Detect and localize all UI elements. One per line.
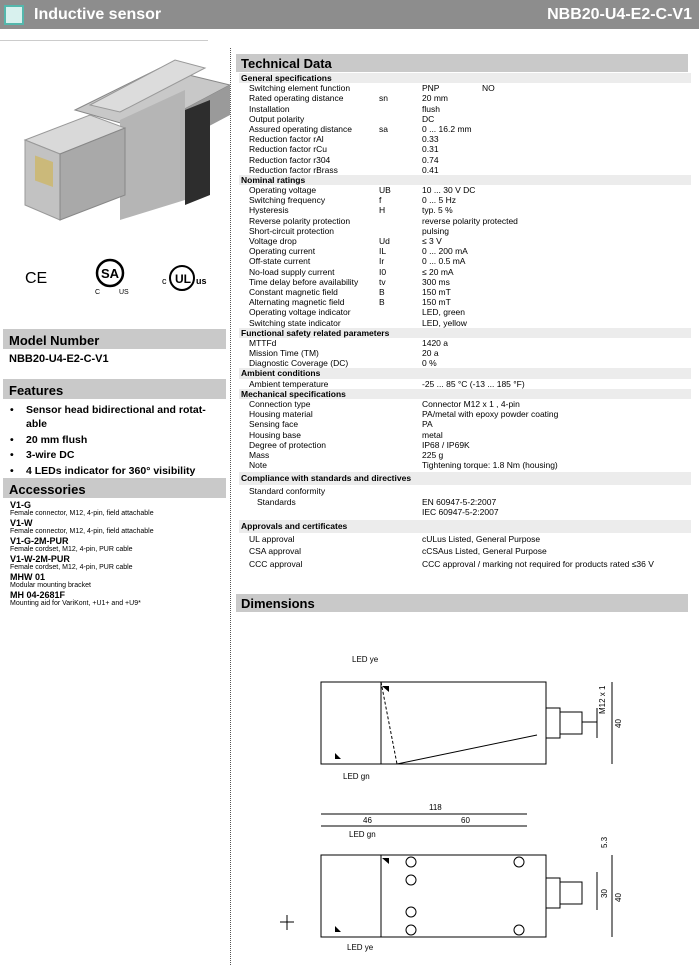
accessory-name: V1-W (10, 518, 33, 528)
spec-label: Switching frequency (249, 195, 326, 206)
feature-item: • 20 mm flush (10, 433, 220, 447)
spec-symbol (379, 419, 422, 429)
section-header: Mechanical specifications (239, 389, 691, 399)
spec-symbol: B (379, 297, 385, 308)
spec-label: Constant magnetic field (249, 286, 338, 297)
spec-value: 0.41 (422, 164, 439, 175)
spec-extra (482, 114, 502, 124)
spec-row (239, 155, 691, 165)
spec-row (239, 236, 691, 246)
accessory-name: V1-G-2M-PUR (10, 536, 69, 546)
spec-value: -25 ... 85 °C (-13 ... 185 °F) (422, 378, 525, 389)
spec-value: 20 a (422, 348, 439, 359)
spec-value: LED, green (422, 307, 465, 318)
feature-item: • 3-wire DC (10, 448, 220, 462)
spec-value: 150 mT (422, 297, 451, 308)
spec-row (239, 226, 691, 236)
spec-symbol: Ud (379, 236, 390, 246)
spec-value: PNP (422, 83, 440, 94)
spec-symbol (379, 226, 422, 236)
spec-value: IEC 60947-5-2:2007 (422, 507, 499, 518)
spec-value: 20 mm (422, 93, 448, 104)
spec-value: 0.74 (422, 154, 439, 165)
spec-extra (482, 93, 502, 103)
spec-value: 0.33 (422, 134, 439, 145)
spec-label: Operating current (249, 246, 316, 257)
spec-label: CCC approval (249, 558, 303, 569)
spec-symbol (379, 460, 422, 470)
led-gn-label: LED gn (343, 772, 370, 781)
spec-row (239, 104, 691, 114)
spec-symbol (379, 155, 422, 165)
spec-label: Assured operating distance (249, 123, 353, 134)
spec-row (239, 216, 691, 226)
spec-row (239, 558, 691, 571)
spec-label: Housing material (249, 409, 313, 420)
spec-label: Note (249, 460, 267, 471)
spec-label: Short-circuit protection (249, 225, 335, 236)
spec-row (239, 497, 691, 507)
spec-label: Alternating magnetic field (249, 297, 345, 308)
spec-symbol: H (379, 205, 386, 216)
spec-label: Ambient temperature (249, 378, 329, 389)
spec-value: 10 ... 30 V DC (422, 185, 476, 196)
column-divider (230, 48, 231, 965)
spec-symbol (379, 165, 422, 175)
svg-text:C: C (95, 289, 101, 296)
header-bar (0, 0, 699, 29)
spec-row (239, 318, 691, 328)
feature-item: • Sensor head bidirectional and rotat-able (10, 403, 220, 431)
dimension-drawing (237, 640, 677, 960)
spec-extra (482, 144, 502, 154)
spec-extra (482, 155, 502, 165)
spec-symbol: B (379, 286, 385, 297)
spec-extra: NO (482, 83, 495, 94)
spec-row (239, 165, 691, 175)
dim-60: 60 (461, 816, 470, 825)
model-number: NBB20-U4-E2-C-V1 (9, 353, 109, 365)
accessories-list (10, 500, 225, 608)
technical-data-table (239, 73, 691, 570)
spec-value: PA/metal with epoxy powder coating (422, 409, 559, 420)
spec-row (239, 267, 691, 277)
spec-row (239, 460, 691, 470)
spec-symbol (379, 144, 422, 154)
spec-symbol (379, 450, 422, 460)
spec-value: Tightening torque: 1.8 Nm (housing) (422, 460, 558, 471)
divider (0, 40, 208, 41)
spec-row (239, 83, 691, 93)
spec-label: Degree of protection (249, 439, 327, 450)
accessory-desc: Female connector, M12, 4-pin, field attachable (10, 528, 154, 535)
spec-value: ≤ 20 mA (422, 266, 454, 277)
accessory-name: MHW 01 (10, 572, 46, 582)
svg-text:SA: SA (101, 266, 120, 281)
spec-symbol (379, 558, 422, 571)
led-ye-label-2: LED ye (347, 943, 374, 952)
svg-text:us: us (196, 276, 207, 286)
spec-value: ≤ 3 V (422, 236, 442, 246)
ul-mark (162, 266, 207, 290)
spec-symbol (379, 358, 422, 368)
svg-text:UL: UL (175, 272, 191, 286)
spec-symbol (379, 440, 422, 450)
spec-symbol (379, 216, 422, 226)
spec-row (239, 533, 691, 546)
spec-label: Mission Time (TM) (249, 348, 319, 359)
spec-label: Off-state current (249, 256, 311, 267)
spec-row (239, 277, 691, 287)
spec-value: 0.31 (422, 144, 439, 155)
spec-symbol (379, 134, 422, 144)
spec-symbol (379, 399, 422, 409)
spec-label: Reduction factor rAl (249, 134, 324, 145)
spec-label: MTTFd (249, 337, 277, 348)
spec-row (239, 338, 691, 348)
section-header: General specifications (239, 73, 691, 83)
spec-row (239, 307, 691, 317)
spec-label: Reverse polarity protection (249, 215, 351, 226)
spec-value: pulsing (422, 225, 449, 236)
spec-label: Output polarity (249, 113, 305, 124)
dim-40-top: 40 (614, 719, 623, 728)
accessory-name: V1-W-2M-PUR (10, 554, 70, 564)
model-number-heading: Model Number (3, 329, 226, 349)
spec-label: Operating voltage indicator (249, 307, 351, 318)
spec-symbol: sa (379, 123, 388, 134)
spec-label: Operating voltage (249, 185, 317, 196)
spec-symbol (379, 409, 422, 419)
spec-row (239, 134, 691, 144)
spec-value: metal (422, 429, 443, 440)
header-model: NBB20-U4-E2-C-V1 (547, 6, 692, 23)
spec-row (239, 507, 691, 517)
spec-symbol: f (379, 195, 382, 206)
spec-label: Reduction factor rCu (249, 144, 327, 155)
dim-5-3: 5.3 (600, 836, 609, 848)
dim-30: 30 (600, 889, 609, 898)
spec-label: Rated operating distance (249, 93, 344, 104)
spec-value: 0 ... 200 mA (422, 246, 468, 257)
spec-extra (482, 134, 502, 144)
thread-label: M12 x 1 (598, 685, 607, 714)
spec-row (239, 297, 691, 307)
spec-row (239, 419, 691, 429)
spec-symbol (379, 104, 422, 114)
spec-label: Standards (257, 497, 296, 508)
spec-row (239, 256, 691, 266)
spec-value: 300 ms (422, 276, 450, 287)
section-header: Approvals and certificates (239, 520, 691, 533)
spec-row (239, 450, 691, 460)
dimensions-heading: Dimensions (236, 594, 688, 612)
spec-symbol: IL (379, 246, 387, 257)
technical-data-heading: Technical Data (236, 54, 688, 72)
spec-label: Standard conformity (249, 485, 326, 496)
spec-label: Sensing face (249, 419, 299, 430)
spec-symbol: I0 (379, 266, 387, 277)
spec-row (239, 485, 691, 498)
spec-symbol (379, 338, 422, 348)
spec-label: Time delay before availability (249, 276, 359, 287)
spec-symbol (379, 379, 422, 389)
spec-label: Switching element function (249, 83, 351, 94)
spec-symbol (379, 348, 422, 358)
dim-46: 46 (363, 816, 372, 825)
spec-symbol (379, 430, 422, 440)
spec-value: LED, yellow (422, 317, 467, 328)
spec-row (239, 399, 691, 409)
spec-value: PA (422, 419, 433, 430)
spec-label: Hysteresis (249, 205, 289, 216)
spec-row (239, 124, 691, 134)
spec-label: CSA approval (249, 546, 301, 557)
product-photo (20, 50, 230, 230)
led-ye-label: LED ye (352, 655, 379, 664)
section-header: Nominal ratings (239, 175, 691, 185)
spec-value: 225 g (422, 449, 444, 460)
spec-value: reverse polarity protected (422, 215, 518, 226)
spec-row (239, 144, 691, 154)
spec-value: 150 mT (422, 286, 451, 297)
page-title: Inductive sensor (34, 6, 162, 23)
features-list (10, 403, 220, 479)
spec-symbol (379, 545, 422, 558)
dim-40-bottom: 40 (614, 893, 623, 902)
spec-label: No-load supply current (249, 266, 335, 277)
spec-row (239, 185, 691, 195)
accessory-desc: Modular mounting bracket (10, 582, 91, 589)
section-header: Ambient conditions (239, 368, 691, 378)
spec-label: Housing base (249, 429, 301, 440)
spec-row (239, 246, 691, 256)
spec-value: typ. 5 % (422, 205, 453, 216)
spec-row (239, 114, 691, 124)
spec-row (239, 430, 691, 440)
spec-label: Connection type (249, 399, 311, 409)
spec-row (239, 205, 691, 215)
spec-value: 0 ... 16.2 mm (422, 123, 472, 134)
spec-value: EN 60947-5-2:2007 (422, 497, 497, 508)
spec-label: Switching state indicator (249, 317, 341, 328)
spec-value: 0 % (422, 358, 437, 369)
svg-text:c: c (162, 276, 167, 286)
spec-label: Reduction factor rBrass (249, 164, 338, 175)
accessory-desc: Mounting aid for VariKont, +U1+ and +U9* (10, 600, 141, 607)
accessory-name: V1-G (10, 500, 32, 510)
spec-row (239, 195, 691, 205)
spec-symbol: Ir (379, 256, 385, 267)
spec-symbol (379, 83, 422, 93)
spec-row (239, 287, 691, 297)
spec-label: Installation (249, 103, 290, 114)
spec-row (239, 409, 691, 419)
spec-value: 0 ... 0.5 mA (422, 256, 466, 267)
spec-value: cULus Listed, General Purpose (422, 533, 541, 544)
certification-marks (15, 258, 225, 298)
led-gn-label-2: LED gn (349, 830, 376, 839)
spec-label: Voltage drop (249, 236, 297, 246)
spec-row (239, 545, 691, 558)
section-header: Compliance with standards and directives (239, 472, 691, 485)
feature-item: • 4 LEDs indicator for 360° visibility (10, 464, 220, 478)
spec-label: Diagnostic Coverage (DC) (249, 358, 349, 369)
spec-row (239, 379, 691, 389)
spec-row (239, 93, 691, 103)
spec-value: cCSAus Listed, General Purpose (422, 546, 547, 557)
spec-value: DC (422, 113, 435, 124)
dim-118: 118 (429, 803, 442, 812)
accessory-desc: Female connector, M12, 4-pin, field attachable (10, 510, 154, 517)
spec-value: IP68 / IP69K (422, 439, 470, 450)
spec-extra (482, 104, 502, 114)
svg-text:US: US (119, 289, 129, 296)
spec-row (239, 348, 691, 358)
accessory-desc: Female cordset, M12, 4-pin, PUR cable (10, 564, 133, 571)
section-header: Functional safety related parameters (239, 328, 691, 338)
spec-row (239, 358, 691, 368)
spec-symbol (379, 114, 422, 124)
spec-label: Mass (249, 449, 270, 460)
spec-value: 1420 a (422, 337, 448, 348)
accessories-heading: Accessories (3, 478, 226, 498)
logo-icon (4, 5, 24, 25)
ce-mark: CE (25, 270, 48, 287)
spec-symbol (379, 533, 422, 546)
spec-extra (482, 124, 502, 134)
spec-symbol (379, 318, 422, 328)
spec-symbol: tv (379, 276, 386, 287)
spec-symbol: sn (379, 93, 388, 104)
spec-row (239, 440, 691, 450)
csa-mark (95, 260, 129, 296)
spec-symbol (379, 307, 422, 317)
spec-value: flush (422, 103, 440, 114)
accessory-desc: Female cordset, M12, 4-pin, PUR cable (10, 546, 133, 553)
spec-value: 0 ... 5 Hz (422, 195, 457, 206)
spec-label: UL approval (249, 533, 295, 544)
spec-extra (482, 165, 502, 175)
accessory-name: MH 04-2681F (10, 590, 66, 600)
spec-label: Reduction factor r304 (249, 154, 331, 165)
spec-symbol: UB (379, 185, 391, 196)
features-heading: Features (3, 379, 226, 399)
spec-value: CCC approval / marking not required for products rated ≤36 V (422, 558, 654, 569)
spec-value: Connector M12 x 1 , 4-pin (422, 399, 520, 409)
